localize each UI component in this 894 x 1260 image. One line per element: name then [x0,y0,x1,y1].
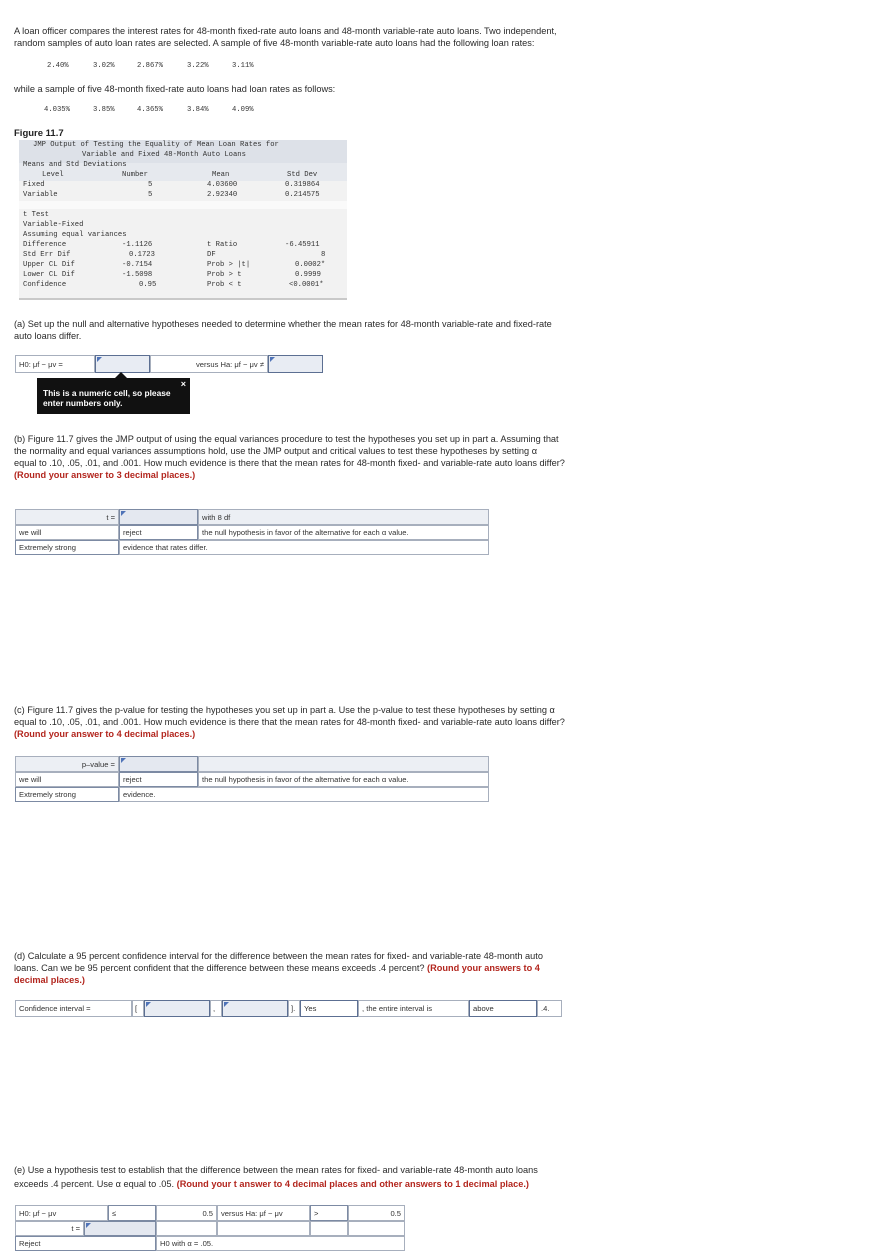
ttest-sub-1: Variable-Fixed [23,221,84,229]
open-bracket: [ [132,1000,144,1017]
intro-line-1: A loan officer compares the interest rates for 48-month fixed-rate auto loans and 48-month variable-rate auto loans. Two independent, [14,26,557,36]
part-b-row-1 [15,509,489,525]
ci-label: Confidence interval = [15,1000,132,1017]
part-d-round: (Round your answers to 4 [427,963,540,973]
part-c-q2: equal to .10, .05, .01, and .001. How much evidence is there that the mean rates for 48-month fixed- and variable-rate auto loans differ? [14,717,565,727]
ttest-title: t Test [23,211,49,219]
p-value-label: p–value = [15,756,119,772]
stat-value: 0.0002* [295,261,326,269]
part-b-round: (Round your answer to 3 decimal places.) [14,470,196,480]
means-header: Means and Std Deviations [23,161,127,169]
evidence-select[interactable]: Extremely strong [15,540,119,555]
part-e-q1: (e) Use a hypothesis test to establish that the difference between the mean rates for fixed- and variable-rate 48-month auto loans [14,1165,538,1175]
col-level: Level [42,171,64,179]
ttest-sub-2: Assuming equal variances [23,231,127,239]
fixed-rate: 4.365% [137,106,163,114]
part-b-q3: equal to .10, .05, .01, and .001. How much evidence is there that the mean rates for 48-month fixed- and variable-rate auto loans differ? [14,458,565,468]
fixed-rate: 3.84% [187,106,209,114]
part-a-q1: (a) Set up the null and alternative hypotheses needed to determine whether the mean rates for 48-month variable-rate and fixed-rate [14,319,552,329]
fixed-rate: 3.85% [93,106,115,114]
ha-label: versus Ha: μf − μv [217,1205,310,1221]
stat-label: Confidence [23,281,67,289]
decision-text: H0 with α = .05. [156,1236,405,1251]
spacer [310,1221,348,1236]
part-e-row-3 [15,1236,405,1251]
evidence-text: evidence. [119,787,489,802]
close-icon[interactable]: × [180,379,186,389]
part-a-hypotheses-row [15,355,323,373]
ci-comma: , [210,1000,222,1017]
evidence-text: evidence that rates differ. [119,540,489,555]
decision-text: the null hypothesis in favor of the alternative for each α value. [198,772,489,787]
part-d-row [15,1000,562,1017]
h0-value-input[interactable] [95,355,150,373]
ha-value-input[interactable] [268,355,323,373]
stat-label: Prob > t [207,271,242,279]
tooltip-line-2: enter numbers only. [43,398,123,408]
stat-label: Prob < t [207,281,242,289]
h0-label: H0: μf − μv = [15,355,95,373]
part-d-q2 [14,962,540,974]
we-will-label: we will [15,772,119,787]
part-e-row-2 [15,1221,405,1236]
h0-value: 0.5 [156,1205,217,1221]
stat-label: Prob > |t| [207,261,251,269]
h0-sign-select[interactable]: ≤ [108,1205,156,1221]
row-level: Fixed [23,181,45,189]
row-sd: 0.319864 [285,181,320,189]
row-number: 5 [148,181,153,189]
stat-value: -0.7154 [122,261,153,269]
intro-line-3: while a sample of five 48-month fixed-rate auto loans had loan rates as follows: [14,84,336,94]
part-b-row-2 [15,525,489,540]
stat-value: 8 [321,251,326,259]
figure-label: Figure 11.7 [14,128,64,139]
stat-value: 0.95 [139,281,157,289]
intro-line-2: random samples of auto loan rates are selected. A sample of five 48-month variable-rate auto loans had the following loan rates: [14,38,535,48]
df-text: with 8 df [198,509,489,525]
stat-label: Std Err Dif [23,251,71,259]
row-mean: 4.03600 [207,181,238,189]
stat-label: Upper CL Dif [23,261,75,269]
col-sd: Std Dev [287,171,318,179]
part-c-row-1 [15,756,489,772]
ci-lower-input[interactable] [144,1000,210,1017]
ci-upper-input[interactable] [222,1000,288,1017]
part-c-row-3 [15,787,489,802]
entire-interval-text: , the entire interval is [358,1000,469,1017]
t-value-input[interactable] [119,509,198,525]
decision-select[interactable]: reject [119,525,198,540]
part-c-q1: (c) Figure 11.7 gives the p-value for testing the hypotheses you set up in part a. Use the p-value to test these hypotheses by setting α [14,705,555,715]
p-value-input[interactable] [119,756,198,772]
part-d-q1: (d) Calculate a 95 percent confidence interval for the difference between the mean rates for fixed- and variable-rate 48-month auto [14,951,543,961]
part-e-q2 [14,1178,529,1190]
part-e-q2-text: exceeds .4 percent. Use α equal to .05. [14,1179,175,1189]
figure-title-2: Variable and Fixed 48-Month Auto Loans [82,151,246,159]
stat-label: t Ratio [207,241,238,249]
row-number: 5 [148,191,153,199]
part-d-round-2: decimal places.) [14,975,85,985]
part-d-q2-text: loans. Can we be 95 percent confident that the difference between these means exceeds .4 percent? [14,963,425,973]
part-e-row-1 [15,1205,405,1221]
stat-value: -1.1126 [122,241,153,249]
spacer [217,1221,310,1236]
ha-label: versus Ha: μf − μv ≠ [150,355,268,373]
figure-title-1: JMP Output of Testing the Equality of Mean Loan Rates for [33,141,279,149]
col-number: Number [122,171,148,179]
row-mean: 2.92340 [207,191,238,199]
stat-value: 0.1723 [129,251,155,259]
numeric-cell-tooltip [37,378,190,414]
variable-rate: 2.867% [137,62,163,70]
jmp-output-table [19,140,347,300]
h0-label: H0: μf − μv [15,1205,108,1221]
part-e-round: (Round your t answer to 4 decimal places and other answers to 1 decimal place.) [176,1179,529,1189]
spacer [348,1221,405,1236]
ha-sign-select[interactable]: > [310,1205,348,1221]
stat-value: <0.0001* [289,281,324,289]
ha-value: 0.5 [348,1205,405,1221]
stat-value: -6.45911 [285,241,320,249]
decision-select[interactable]: Reject [15,1236,156,1251]
fixed-rate: 4.09% [232,106,254,114]
variable-rate: 3.11% [232,62,254,70]
interval-position-select[interactable]: above [469,1000,537,1017]
decision-select[interactable]: reject [119,772,198,787]
stat-value: 0.9999 [295,271,321,279]
t-label: t = [15,509,119,525]
decision-text: the null hypothesis in favor of the alternative for each α value. [198,525,489,540]
stat-label: DF [207,251,216,259]
part-a-q2: auto loans differ. [14,331,82,341]
part-c-round: (Round your answer to 4 decimal places.) [14,729,196,739]
row-level: Variable [23,191,58,199]
threshold-text: .4. [537,1000,562,1017]
t-label: t = [15,1221,84,1236]
stat-label: Lower CL Dif [23,271,75,279]
variable-rate: 2.40% [47,62,69,70]
part-b-row-3 [15,540,489,555]
we-will-label: we will [15,525,119,540]
fixed-rate: 4.035% [44,106,70,114]
part-c-row-2 [15,772,489,787]
evidence-select[interactable]: Extremely strong [15,787,119,802]
col-mean: Mean [212,171,230,179]
close-bracket: ]. [288,1000,300,1017]
confidence-answer-select[interactable]: Yes [300,1000,358,1017]
stat-value: -1.5098 [122,271,153,279]
spacer [156,1221,217,1236]
variable-rate: 3.02% [93,62,115,70]
t-value-input[interactable] [84,1221,156,1236]
variable-rate: 3.22% [187,62,209,70]
tooltip-line-1: This is a numeric cell, so please [43,388,171,398]
part-b-q1: (b) Figure 11.7 gives the JMP output of using the equal variances procedure to test the hypotheses you set up in part a. Assuming that [14,434,559,444]
p-value-spacer [198,756,489,772]
row-sd: 0.214575 [285,191,320,199]
part-b-q2: the normality and equal variances assumptions hold, use the JMP output and critical values to test these hypotheses by setting α [14,446,538,456]
stat-label: Difference [23,241,67,249]
